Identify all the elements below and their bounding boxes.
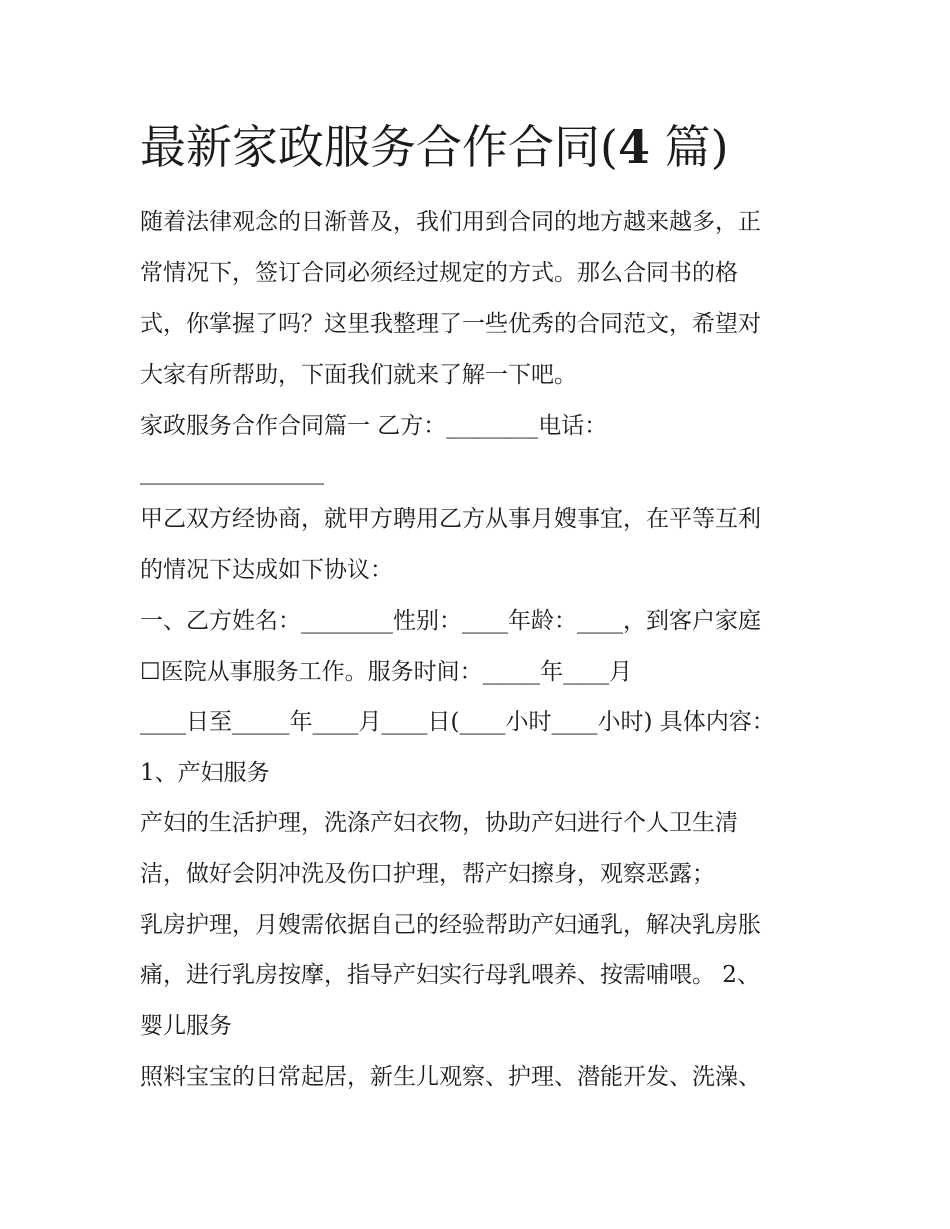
paragraph-line: 照料宝宝的日常起居，新生儿观察、护理、潜能开发、洗澡、 (140, 1064, 761, 1090)
document-title (140, 114, 840, 180)
title-count: 4 (617, 120, 650, 174)
paragraph-line: 痛，进行乳房按摩，指导产妇实行母乳喂养、按需哺喂。 2、 (140, 962, 760, 988)
paragraph-line: 大家有所帮助，下面我们就来了解一下吧。 (140, 362, 577, 388)
paragraph-line: ____日至_____年____月____日(____小时____小时) 具体内容： (140, 709, 775, 735)
paragraph-line: 家政服务合作合同篇一 乙方：________电话： (140, 413, 608, 439)
paragraph-line: 洁，做好会阴冲洗及伤口护理，帮产妇擦身，观察恶露； (140, 861, 715, 887)
paragraph-line: 式，你掌握了吗？这里我整理了一些优秀的合同范文，希望对 (140, 311, 761, 337)
paragraph-line: 常情况下，签订合同必须经过规定的方式。那么合同书的格 (140, 260, 738, 286)
paragraph-line: 的情况下达成如下协议： (140, 557, 393, 583)
paragraph-line: ________________ (140, 459, 324, 485)
title-main-text: 最新家政服务合作合同( (140, 120, 618, 174)
paragraph-line: 乳房护理，月嫂需依据自己的经验帮助产妇通乳，解决乳房胀 (140, 912, 761, 938)
paragraph-line: ☐医院从事服务工作。服务时间：_____年____月 (140, 659, 633, 685)
paragraph-line: 1、产妇服务 (140, 760, 270, 786)
paragraph-line: 一、乙方姓名：________性别：____年龄：____，到客户家庭 (140, 608, 761, 634)
title-end-text: 篇) (649, 120, 729, 174)
paragraph-line: 婴儿服务 (140, 1013, 232, 1039)
paragraph-line: 产妇的生活护理，洗涤产妇衣物，协助产妇进行个人卫生清 (140, 810, 738, 836)
paragraph-line: 随着法律观念的日渐普及，我们用到合同的地方越来越多，正 (140, 209, 761, 235)
paragraph-line: 甲乙双方经协商，就甲方聘用乙方从事月嫂事宜，在平等互利 (140, 506, 761, 532)
